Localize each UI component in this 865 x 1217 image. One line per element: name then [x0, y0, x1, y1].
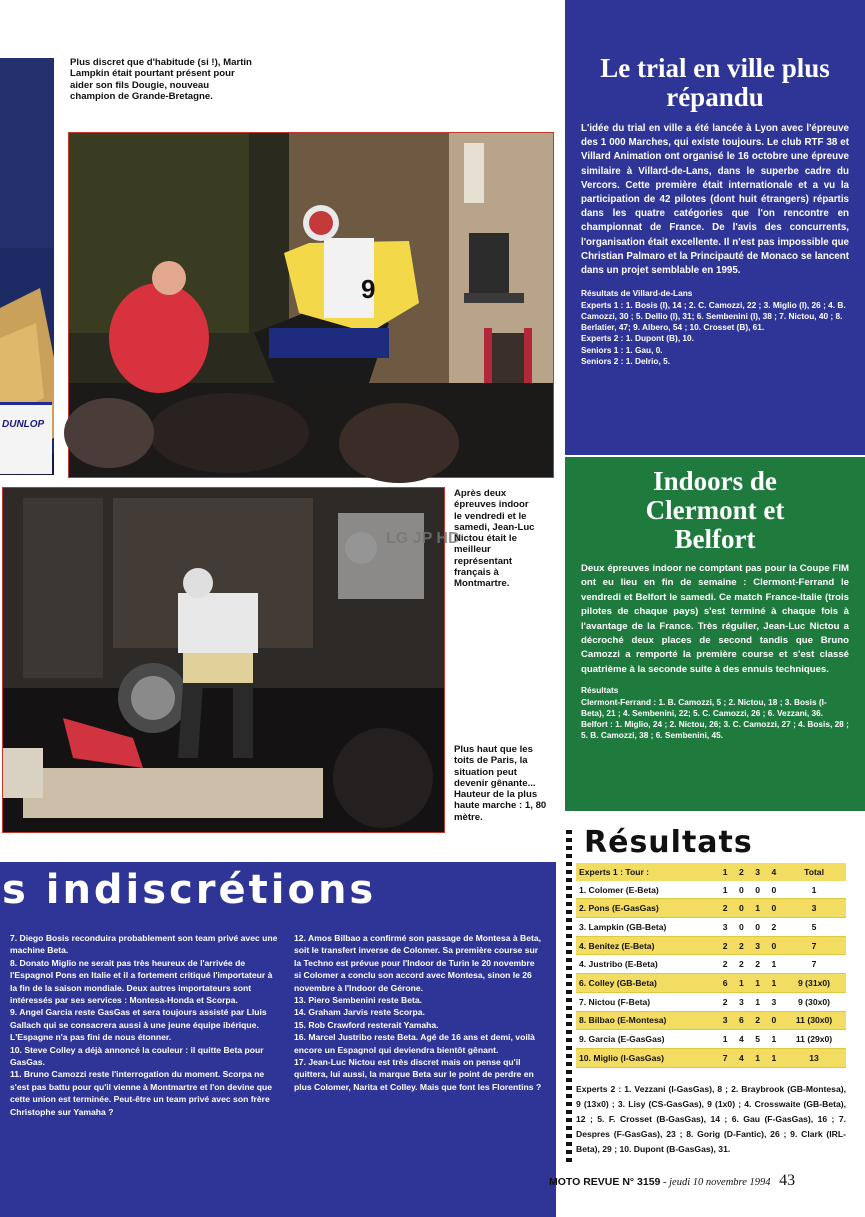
page-footer — [549, 1172, 849, 1190]
header-cell: 1 — [717, 863, 733, 881]
result-line — [581, 345, 849, 356]
score-cell: 2 — [717, 899, 733, 918]
header-cell: 2 — [733, 863, 749, 881]
indoor-box-title: Indoors de Clermont et Belfort — [645, 466, 785, 554]
score-cell: 1 — [766, 955, 782, 974]
header-cell: 4 — [766, 863, 782, 881]
score-cell: 1 — [717, 1030, 733, 1049]
score-cell: 2 — [750, 1011, 766, 1030]
score-cell: 7 — [717, 1048, 733, 1067]
score-cell: 0 — [750, 881, 766, 899]
score-cell: 3 — [717, 918, 733, 937]
table-row — [576, 974, 846, 993]
score-cell: 2 — [750, 955, 766, 974]
result-text: 1. Dupont (B), 10. — [623, 333, 694, 344]
indiscretion-item: 16. Marcel Justribo reste Beta. Agé de 16 ans et demi, voilà encore un Espagnol qui deviendra bientôt gênant. — [294, 1032, 535, 1055]
indiscretion-item: 8. Donato Miglio ne serait pas très heureux de l'arrivée de l'Espagnol Pons en Italie et il a fortement critiqué l'importateur à la fin de la saison mondiale. Deux autres importateurs sont intéressés par ses services : Montesa-Honda et Scorpa. — [10, 957, 273, 1006]
dunlop-sign — [0, 402, 52, 474]
result-label: Seniors 1 : — [581, 344, 624, 355]
total-cell: 11 (29x0) — [782, 1030, 846, 1049]
indiscretion-item: 11. Bruno Camozzi reste l'interrogation du moment. Scorpa ne s'est pas battu pour qu'il vienne à Montmartre et l'on devine que cette union est terminée. Peut-être un team privé avec son frère Christophe sur Yamaha ? — [10, 1069, 273, 1117]
indiscretion-item: 17. Jean-Luc Nictou est très discret mais on pense qu'il quittera, lui aussi, la marque Beta sur le point de perdre en plus Colomer, Narita et Colley. Mais que font les Florentins ? — [294, 1057, 542, 1092]
rider-cell: 9. Garcia (E-GasGas) — [576, 1030, 717, 1049]
result-line — [581, 697, 849, 742]
indoor-results-title: Résultats — [581, 685, 619, 696]
result-line — [581, 333, 849, 344]
caption-top: Plus discret que d'habitude (si !), Martin Lampkin était pourtant présent pour aider son fils Dougie, nouveau champion de Grande-Bretagne. — [70, 57, 252, 102]
result-text: 1. Delrio, 5. — [623, 356, 670, 367]
total-cell: 5 — [782, 918, 846, 937]
indiscretions-right-column — [294, 932, 544, 1093]
table-row — [576, 899, 846, 918]
score-cell: 4 — [733, 1048, 749, 1067]
sponsor-label: DUNLOP — [2, 419, 45, 430]
caption-middle: Après deux épreuves indoor le vendredi et le samedi, Jean-Luc Nictou était le meilleur représentant français à Montmartre. — [454, 488, 535, 590]
results-title: Résultats — [584, 825, 753, 860]
indoor-box — [565, 457, 865, 811]
score-cell: 5 — [750, 1030, 766, 1049]
result-text: 1. B. Camozzi, 5 ; 2. Nictou, 18 ; 3. Bosis (I-Beta), 21 ; 4. Sembenini, 22; 5. C. Camozzi, 26 ; 6. Vezzani, 36. Belfort : 1. Miglio, 24 ; 2. Nictou, 26; 3. C. Camozzi, 27 ; 4. Bosis, 28 ; 5. B. Camozzi, 38 ; 6. Sembenini, 45. — [581, 696, 849, 741]
indiscretion-item: 9. Angel Garcia reste GasGas et sera toujours assisté par Lluis Gallach qui se consacrera aussi à une jeune équipe ibérique. L'Espagne n'a pas fini de nous étonner. — [10, 1007, 267, 1043]
total-cell: 11 (30x0) — [782, 1011, 846, 1030]
score-cell: 1 — [717, 881, 733, 899]
rider-cell: 4. Benitez (E-Beta) — [576, 936, 717, 955]
indiscretion-item: 13. Piero Sembenini reste Beta. — [294, 995, 423, 1006]
results-header-row — [576, 863, 846, 881]
result-label: Experts 2 : — [581, 333, 624, 344]
result-line — [581, 300, 849, 334]
rider-cell: 4. Justribo (E-Beta) — [576, 955, 717, 974]
magazine-name: MOTO REVUE N° 3159 — [549, 1176, 661, 1188]
rider-number-label: 9 — [361, 274, 376, 304]
table-row — [576, 936, 846, 955]
experts2-label: Experts 2 : — [576, 1083, 622, 1094]
total-cell: 7 — [782, 936, 846, 955]
score-cell: 1 — [750, 974, 766, 993]
table-row — [576, 881, 846, 899]
score-cell: 1 — [750, 1048, 766, 1067]
indiscretion-item: 12. Amos Bilbao a confirmé son passage de Montesa à Beta, soit le transfert inverse de Colomer. Sa première course sur la Techno est prévue pour l'Indoor de Turin le 20 novembre si Colomer a conclu son accord avec Montesa, sinon le 26 novembre à l'Indoor de Gérone. — [294, 933, 542, 993]
header-cell: Total — [782, 863, 846, 881]
photo-middle-rider — [2, 487, 460, 833]
total-cell: 9 (30x0) — [782, 992, 846, 1011]
header-cell: Experts 1 : Tour : — [576, 863, 717, 881]
score-cell: 1 — [766, 974, 782, 993]
result-text: 1. Gau, 0. — [623, 344, 663, 355]
experts2-line — [576, 1082, 846, 1157]
indoor-box-body: Deux épreuves indoor ne comptant pas pour la Coupe FIM ont eu lieu en fin de semaine : Clermont-Ferrand le vendredi et Belfort le samedi. Ce match France-Italie (trois pilotes de chaque pays) s'est terminé à chaque fois à l'avantage de la France. Très régulier, Jean-Luc Nictou a décroché deux places de second tandis que Bruno Camozzi a remporté la première course et s'est classé quatrième à la seconde suite à des ennuis techniques. — [581, 563, 849, 675]
result-text: 1. Bosis (I), 14 ; 2. C. Camozzi, 22 ; 3. Miglio (I), 26 ; 4. B. Camozzi, 30 ; 5. Dellio (I), 31; 6. Sembenini (I), 38 ; 7. Nictou, 40 ; 8. Berlatier, 47; 9. Albero, 54 ; 10. Crosset (B), 61. — [581, 299, 846, 333]
indiscretions-banner: s indiscrétions — [2, 867, 377, 913]
total-cell: 3 — [782, 899, 846, 918]
score-cell: 0 — [733, 881, 749, 899]
score-cell: 0 — [766, 936, 782, 955]
rider-cell: 2. Pons (E-GasGas) — [576, 899, 717, 918]
header-cell: 3 — [750, 863, 766, 881]
experts2-text: 1. Vezzani (I-GasGas), 8 ; 2. Braybrook (GB-Montesa), 9 (13x0) ; 3. Lisy (CS-GasGas), 9 (1x0) ; 4. Crosswaite (GB-Beta), 12 ; 5. F. Crosset (B-GasGas), 14 ; 6. Gau (F-GasGas), 16 ; 7. Despres (F-GasGas), 23 ; 8. Gorig (D-Fantic), 26 ; 9. Clark (IRL-Beta), 29 ; 10. Dupont (B-GasGas), 31. — [576, 1083, 846, 1154]
rider-cell: 8. Bilbao (E-Montesa) — [576, 1011, 717, 1030]
indiscretion-item: 15. Rob Crawford resterait Yamaha. — [294, 1019, 439, 1030]
table-row — [576, 918, 846, 937]
result-label: Seniors 2 : — [581, 356, 624, 367]
table-row — [576, 992, 846, 1011]
score-cell: 2 — [733, 936, 749, 955]
total-cell: 9 (31x0) — [782, 974, 846, 993]
indiscretions-left-column — [10, 932, 278, 1118]
indiscretion-item: 10. Steve Colley a déjà annoncé la couleur : il quitte Beta pour GasGas. — [10, 1044, 264, 1068]
score-cell: 3 — [733, 992, 749, 1011]
indiscretion-item: 7. Diego Bosis reconduira probablement son team privé avec une machine Beta. — [10, 933, 278, 956]
trial-box-results — [581, 288, 849, 367]
score-cell: 0 — [733, 899, 749, 918]
results-dashed-rule — [566, 830, 572, 1165]
trial-box-body: L'idée du trial en ville a été lancée à Lyon avec l'épreuve des 1 000 Marches, qui existe toujours. Le club RTF 38 et Villard Animation ont organisé le 16 octobre une épreuve similaire à Villard-de-Lans, dans le superbe cadre du Vercors. Cette première était internationale et a vu la participation de 42 pilotes (dont huit étrangers) répartis dans les quatre catégories que l'on rencontre en championnat de France. De l'avis des concurrents, l'organisation était excellente. Il n'est pas impossible que Christian Palmaro et la Principauté de Monaco se lancent dans un projet semblable en 1995. — [581, 123, 849, 277]
table-row — [576, 1030, 846, 1049]
table-row — [576, 1048, 846, 1067]
results-table — [576, 863, 846, 1068]
results-section — [576, 826, 846, 1157]
score-cell: 4 — [733, 1030, 749, 1049]
score-cell: 2 — [717, 992, 733, 1011]
photo-top-rider — [68, 132, 554, 478]
rider-cell: 10. Miglio (I-GasGas) — [576, 1048, 717, 1067]
trial-results-title: Résultats de Villard-de-Lans — [581, 288, 693, 299]
result-label: Clermont-Ferrand : — [581, 696, 657, 707]
score-cell: 3 — [717, 1011, 733, 1030]
score-cell: 3 — [766, 992, 782, 1011]
score-cell: 1 — [766, 1048, 782, 1067]
indiscretion-item: 14. Graham Jarvis reste Scorpa. — [294, 1007, 425, 1018]
score-cell: 1 — [733, 974, 749, 993]
score-cell: 0 — [766, 1011, 782, 1030]
total-cell: 13 — [782, 1048, 846, 1067]
trial-box — [565, 0, 865, 455]
rider-cell: 7. Nictou (F-Beta) — [576, 992, 717, 1011]
indoor-box-results — [581, 685, 849, 741]
score-cell: 2 — [733, 955, 749, 974]
score-cell: 2 — [766, 918, 782, 937]
watermark-label: LG JP HD — [386, 530, 460, 547]
result-label: Experts 1 : — [581, 299, 624, 310]
score-cell: 1 — [750, 899, 766, 918]
indiscretions-band — [0, 862, 556, 1217]
score-cell: 1 — [766, 1030, 782, 1049]
score-cell: 2 — [717, 936, 733, 955]
table-row — [576, 1011, 846, 1030]
rider-cell: 6. Colley (GB-Beta) — [576, 974, 717, 993]
total-cell: 7 — [782, 955, 846, 974]
score-cell: 2 — [717, 955, 733, 974]
score-cell: 0 — [750, 918, 766, 937]
caption-bottom: Plus haut que les toits de Paris, la situation peut devenir gênante... Hauteur de la plus haute marche : 1, 80 mètre. — [454, 744, 547, 823]
rider-cell: 1. Colomer (E-Beta) — [576, 881, 717, 899]
score-cell: 0 — [733, 918, 749, 937]
score-cell: 0 — [766, 881, 782, 899]
score-cell: 3 — [750, 936, 766, 955]
total-cell: 1 — [782, 881, 846, 899]
page-number: 43 — [779, 1172, 796, 1189]
score-cell: 1 — [750, 992, 766, 1011]
score-cell: 6 — [717, 974, 733, 993]
result-line — [581, 356, 849, 367]
score-cell: 6 — [733, 1011, 749, 1030]
score-cell: 0 — [766, 899, 782, 918]
experts2-results — [576, 1082, 846, 1157]
trial-box-title: Le trial en ville plus répandu — [600, 53, 830, 112]
issue-date: - jeudi 10 novembre 1994 — [663, 1177, 771, 1188]
table-row — [576, 955, 846, 974]
rider-cell: 3. Lampkin (GB-Beta) — [576, 918, 717, 937]
